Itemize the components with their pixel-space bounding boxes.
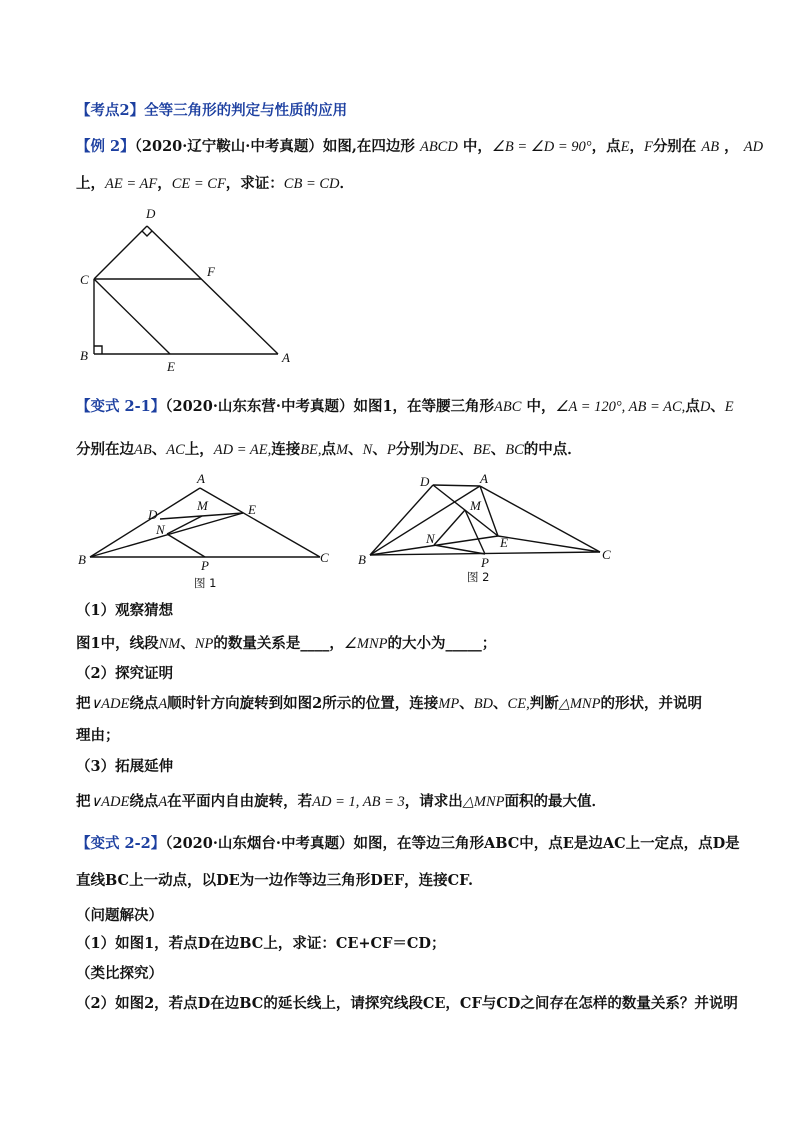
fig1-segment-ab [90,488,200,557]
q2-ce: CE, [507,696,530,712]
fig1-segment-np [167,534,205,557]
q2-text-e: 的形状，并说明 [600,695,702,712]
q3-text-e: 面积的最大值． [504,793,607,810]
q2-line2: 理由； [76,727,120,744]
segment-da [147,226,278,354]
fig2-segment-ab [370,486,480,555]
example2-source: （2020·辽宁鞍山·中考真题） [134,138,323,155]
fig2-label-c: C [602,547,611,562]
v21-l2-c: 连接 [271,441,301,458]
q3-text [76,793,606,811]
q1-angle: ∠MNP [343,636,388,652]
variant22-line1 [76,835,740,853]
v21-l2-be: BE, [300,442,322,458]
v21-l2-m: M [336,442,349,458]
variant22-sub2: （类比探究） [76,965,163,982]
variant21-dot: 、 [710,398,725,415]
fig2-label-e: E [500,535,508,550]
v21-l2-e: 分别为 [395,441,440,458]
variant22-prefix: 【变式 2-2】 [76,835,166,852]
example2-eq1: AE = AF [105,176,158,192]
variant22-sub1: （问题解决） [76,907,163,924]
q3-text-b: 绕点 [129,793,159,810]
fig1-label-c: C [320,550,329,565]
example2-ab: AB [701,139,720,155]
q2-ade: ∨ADE [90,696,130,712]
v21-l2-ab: AB [134,442,152,458]
v21-l2-eq: AD = AE, [213,442,272,458]
fig2-label-a: A [480,471,488,486]
variant21-abc: ABC [494,399,522,415]
variant21-d: D [699,399,711,415]
v21-l2-a: 分别在边 [76,441,134,458]
example2-line1 [76,138,763,156]
fig2-label-p: P [481,555,489,570]
fig1-segment-be [90,513,243,557]
v21-l2-n: N [362,442,373,458]
variant21-figure1 [70,470,340,595]
v21-l2-ac: AC [166,442,185,458]
fig1-label-d: D [148,507,158,522]
fig1-label-n: N [156,522,165,537]
label-f: F [207,264,215,279]
variant21-e: E [724,399,734,415]
v21-l2-bc: BC [505,442,524,458]
fig2-segment-da [433,485,480,486]
v21-l2-be2: BE [473,442,491,458]
q2-mp: MP [438,696,460,712]
example2-line2-comma: ， [157,175,172,192]
variant22-q2: （2）如图2，若点D在边BC的延长线上，请探究线段CE，CF与CD之间存在怎样的数量关系？并说明 [76,995,738,1012]
segment-cd [94,226,147,279]
fig1-label-a: A [197,471,205,486]
q2-text-c: 顺时针方向旋转到如图2所示的位置，连接 [167,695,439,712]
fig2-segment-nm [434,510,465,545]
v21-l2-de: DE [439,442,459,458]
variant21-prefix: 【变式 2-1】 [76,398,166,415]
example2-line2 [76,175,354,193]
fig1-label-p: P [201,558,209,573]
variant21-line2 [76,441,582,459]
example2-point-f: F [643,139,653,155]
example2-sep: ， [724,138,739,155]
example2-ad: AD [743,139,764,155]
example2-line2-start: 上， [76,175,105,192]
example2-text: 如图,在四边形 [322,138,415,155]
example2-mid: 中， [462,138,492,155]
q1-text [76,635,496,653]
q2-text-d: 判断 [529,695,559,712]
example2-quad: ABCD [419,139,458,155]
fig1-label-e: E [248,502,256,517]
fig2-segment-mp [465,510,485,554]
q2-mnp: △MNP [558,696,601,712]
fig2-segment-np [434,545,485,554]
q3-eq: AD = 1, AB = 3 [312,794,405,810]
variant22-q1: （1）如图1，若点D在边BC上，求证：CE+CF＝CD； [76,935,446,952]
v21-l2-f: 的中点． [523,441,582,458]
v21-l2-p: P [386,442,396,458]
variant21-text1: 如图1，在等腰三角形 [353,398,495,415]
right-angle-b [94,346,102,354]
fig2-label-b: B [358,552,366,567]
fig2-caption: 图 2 [467,570,490,584]
fig1-label-m: M [197,498,208,513]
fig2-label-m: M [470,498,481,513]
section-heading: 【考点2】全等三角形的判定与性质的应用 [76,102,348,119]
right-angle-d [142,231,152,236]
label-d: D [146,206,156,221]
example2-angle: ∠B = ∠D = 90° [491,139,592,155]
variant21-figure2 [350,470,625,590]
q1-np: NP [194,636,214,652]
q1-dot: 、 [180,635,195,652]
q2-dot1: 、 [459,695,474,712]
variant21-source: （2020·山东东营·中考真题） [165,398,354,415]
q3-a: A [158,794,168,810]
q3-ade: ∨ADE [90,794,130,810]
v21-l2-dot5: 、 [490,441,506,458]
variant21-line1 [76,398,734,416]
q2-text [76,695,702,713]
example2-after: ，点 [591,138,621,155]
v21-l2-dot3: 、 [372,441,387,458]
segment-ce [94,279,170,354]
label-e: E [167,359,175,374]
example2-end: 分别在 [652,138,697,155]
fig1-caption: 图 1 [194,576,217,590]
example2-line2-mid: ，求证： [225,175,284,192]
example2-eq2: CE = CF [171,176,226,192]
q2-text-a: 把 [76,695,91,712]
fig2-label-n: N [426,531,435,546]
v21-l2-d: 点 [321,441,337,458]
fig2-segment-db [370,485,433,555]
example2-figure [70,200,300,378]
v21-l2-dot4: 、 [458,441,474,458]
label-a: A [282,350,290,365]
label-b: B [80,348,88,363]
v21-l2-b: 上， [184,441,214,458]
variant21-angle: ∠A = 120°, AB = AC, [555,399,686,415]
variant21-text3: 点 [685,398,700,415]
q2-text-b: 绕点 [129,695,159,712]
q2-a: A [158,696,168,712]
q1-nm: NM [158,636,181,652]
fig1-label-b: B [78,552,86,567]
example2-line2-end: ． [339,175,355,192]
q1-text-c: 的大小为_____； [387,635,497,652]
example2-eq3: CB = CD [283,176,340,192]
example2-prefix: 【例 2】 [76,138,135,155]
example2-comma: ， [629,138,644,155]
q2-bd: BD [473,696,494,712]
q3-mnp: △MNP [462,794,505,810]
q1-text-b: 的数量关系是____， [213,635,344,652]
q3-text-d: ，请求出 [404,793,463,810]
label-c: C [80,272,89,287]
v21-l2-dot2: 、 [348,441,363,458]
variant22-line1-text: （2020·山东烟台·中考真题）如图，在等边三角形ABC中，点E是边AC上一定点，点D是 [165,835,740,852]
q1-text-a: 图1中，线段 [76,635,159,652]
fig2-label-d: D [420,474,430,489]
q1-title: （1）观察猜想 [76,602,174,619]
example2-point-e: E [620,139,630,155]
variant22-line2: 直线BC上一动点，以DE为一边作等边三角形DEF，连接CF. [76,872,474,889]
q3-title: （3）拓展延伸 [76,758,174,775]
q2-dot2: 、 [493,695,508,712]
q3-text-c: 在平面内自由旋转，若 [167,793,313,810]
variant21-text2: 中， [526,398,556,415]
v21-l2-dot: 、 [151,441,167,458]
q2-title: （2）探究证明 [76,665,174,682]
q3-text-a: 把 [76,793,91,810]
fig1-segment-ac [200,488,320,557]
